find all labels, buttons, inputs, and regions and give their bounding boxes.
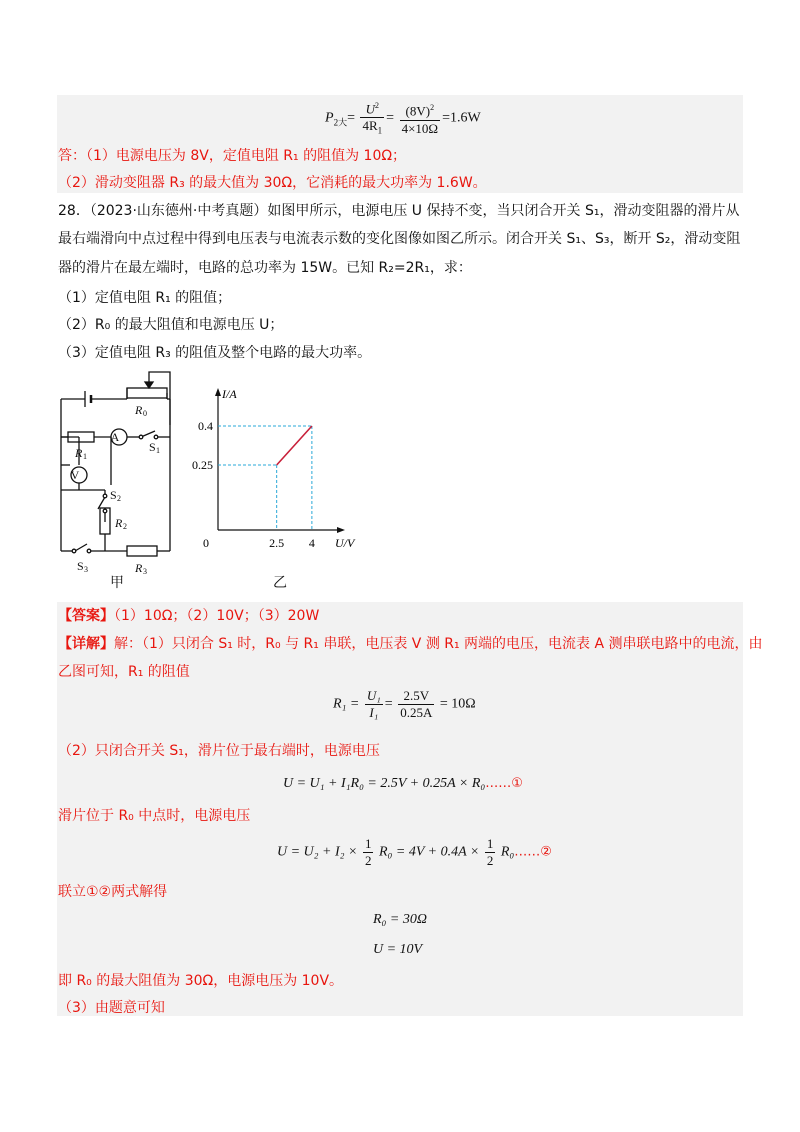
r3-resistor [127, 546, 157, 556]
y-tick-label-1: 0.4 [198, 419, 213, 433]
answer-value: （1）10Ω；（2）10V；（3）20W [114, 608, 320, 624]
power-equation: $P_{2大}=$ $\frac{U^2}{4R_1}$ = $\frac{(8V)^2}{4\times 10\Omega}$ =1.6W [325, 98, 481, 139]
x-axis-arrow [337, 527, 345, 533]
svg-text:3: 3 [84, 565, 88, 574]
conclusion-line: 即 R₀ 的最大阻值为 30Ω，电源电压为 10V。 [58, 973, 344, 989]
r3-label: R [135, 561, 143, 575]
circuit-caption: 甲 [110, 575, 124, 591]
s2-label: S [110, 488, 117, 502]
svg-text:3: 3 [143, 567, 147, 576]
voltmeter-label: V [70, 468, 80, 482]
u-result: U = 10V [373, 942, 423, 957]
r0-label: R [135, 403, 143, 417]
chart-caption: 乙 [273, 575, 287, 591]
question-line-3: 器的滑片在最左端时，电路的总功率为 15W。已知 R₂=2R₁，求： [58, 260, 472, 276]
question-sub-1: （1）定值电阻 R₁ 的阻值； [58, 290, 232, 306]
y-axis-label: I/A [222, 388, 237, 401]
part3-line: （3）由题意可知 [58, 1000, 165, 1016]
question-sub-3: （3）定值电阻 R₃ 的阻值及整个电路的最大功率。 [58, 345, 372, 361]
midpoint-line: 滑片位于 R₀ 中点时，电源电压 [58, 808, 251, 824]
x-axis-label: U/V [335, 536, 355, 550]
joint-line: 联立①②两式解得 [58, 884, 168, 900]
svg-text:1: 1 [83, 452, 87, 461]
detail-tag: 【详解】 [58, 636, 114, 652]
ammeter-label: A [110, 430, 120, 444]
x-tick-label-2: 4 [308, 536, 315, 550]
switch-s3-blade [75, 544, 87, 551]
switch-s2-blade [98, 497, 105, 509]
answer-line-2: （2）滑动变阻器 R₃ 的最大值为 30Ω，它消耗的最大功率为 1.6W。 [58, 175, 487, 191]
r0-resistor [127, 388, 167, 398]
s3-label: S [77, 559, 84, 573]
x-tick-label-0: 0 [203, 536, 209, 550]
equation-2: U = U₂ + I₂ × $\frac{1}{2}$ R₀ = 4V + 0.4A × $\frac{1}{2}$ R₀……② [277, 836, 552, 868]
y-axis-arrow [215, 388, 221, 396]
r1-equation: R₁ = $\frac{\text{U₁}}{\text{I₁}}$ = $\frac{2.5V}{0.25A}$ = 10Ω [333, 688, 476, 720]
svg-text:1: 1 [156, 446, 160, 455]
svg-text:2: 2 [117, 494, 121, 503]
r1-label: R [75, 446, 83, 460]
x-tick-label-1: 2.5 [269, 536, 285, 550]
s1-label: S [149, 440, 156, 454]
detail-line-2: 乙图可知，R₁ 的阻值 [58, 664, 190, 680]
iu-chart [185, 388, 365, 558]
question-sub-2: （2）R₀ 的最大阻值和电源电压 U； [58, 317, 284, 333]
svg-text:0: 0 [143, 409, 147, 418]
r0-result: R₀ = 30Ω [373, 912, 427, 927]
question-line-1: 28．（2023·山东德州·中考真题）如图甲所示，电源电压 U 保持不变，当只闭合开关 S₁，滑动变阻器的滑片从 [58, 203, 740, 219]
answer-line [58, 606, 319, 626]
svg-text:2: 2 [123, 522, 127, 531]
question-line-2: 最右端滑向中点过程中得到电压表与电流表示数的变化图像如图乙所示。闭合开关 S₁、S₃，断开 S₂，滑动变阻 [58, 231, 741, 247]
detail-line-1: 【详解】解：（1）只闭合 S₁ 时，R₀ 与 R₁ 串联，电压表 V 测 R₁ 两端的电压，电流表 A 测串联电路中的电流，由 [58, 636, 763, 652]
series-line [277, 426, 312, 465]
y-tick-label-0: 0.25 [192, 458, 213, 472]
answer-tag: 【答案】 [58, 608, 114, 624]
equation-1: U = U₁ + I₁R₀ = 2.5V + 0.25A × R₀……① [283, 776, 523, 791]
part2-line: （2）只闭合开关 S₁，滑片位于最右端时，电源电压 [58, 743, 380, 759]
r0-slider-arrow [145, 382, 153, 388]
circuit-diagram [55, 365, 190, 593]
r2-label: R [115, 516, 123, 530]
answer-line-1: 答：（1）电源电压为 8V，定值电阻 R₁ 的阻值为 10Ω； [58, 148, 407, 164]
